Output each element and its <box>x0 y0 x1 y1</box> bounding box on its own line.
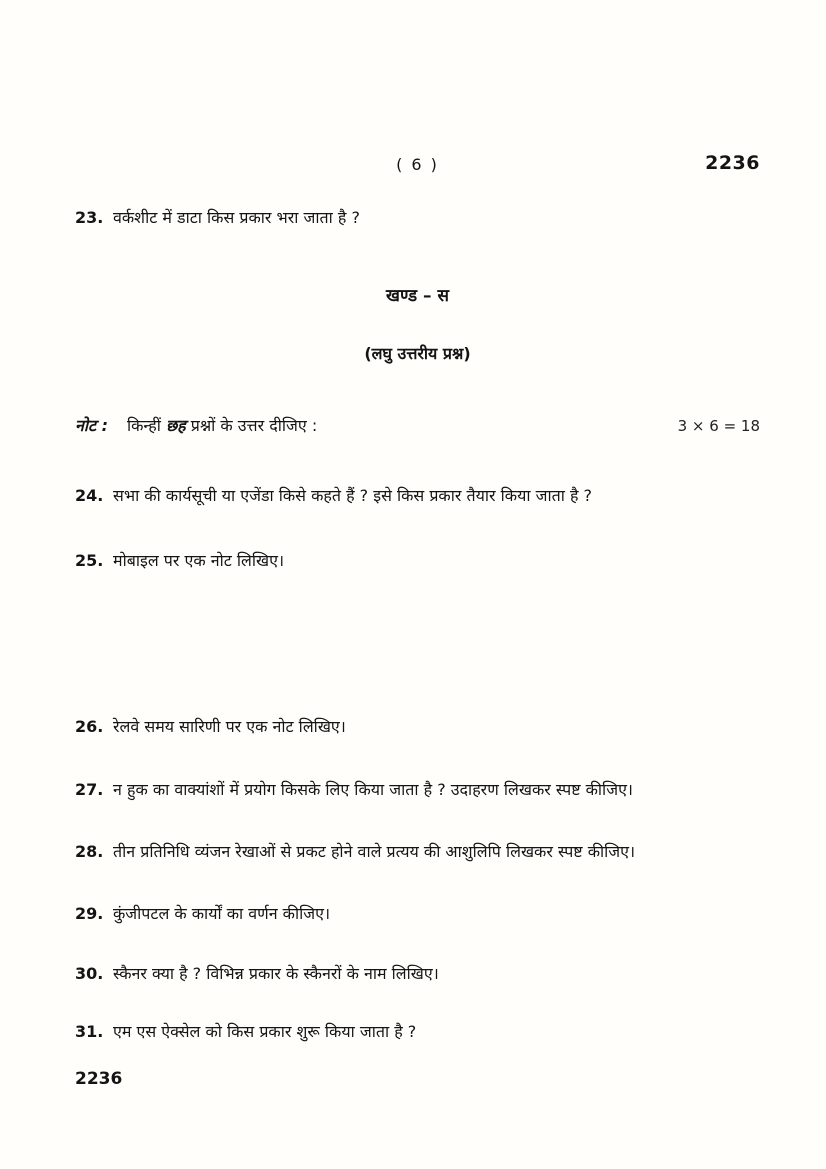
paper-code-footer: 2236 <box>75 1069 123 1090</box>
section-title: खण्ड – स <box>386 285 449 306</box>
question-number: 29. <box>75 903 104 923</box>
question-number: 31. <box>75 1022 104 1042</box>
page-number: ( 6 ) <box>396 155 439 174</box>
section-subtitle: (लघु उत्तरीय प्रश्न) <box>364 343 471 363</box>
question-text: तीन प्रतिनिधि व्यंजन रेखाओं से प्रकट होने वाले प्रत्यय की आशुलिपि लिखकर स्पष्ट कीजिए। <box>113 841 636 861</box>
question-number: 24. <box>75 485 104 505</box>
question-text: रेलवे समय सारिणी पर एक नोट लिखिए। <box>113 717 346 737</box>
question-text: न हुक का वाक्यांशों में प्रयोग किसके लिए किया जाता है ? उदाहरण लिखकर स्पष्ट कीजिए। <box>113 780 633 800</box>
question-text: एम एस ऐक्सेल को किस प्रकार शुरू किया जाता है ? <box>113 1022 417 1042</box>
question-23 <box>75 208 760 229</box>
question-25 <box>75 551 760 572</box>
question-text: मोबाइल पर एक नोट लिखिए। <box>113 550 285 570</box>
question-27 <box>75 780 760 801</box>
paper-code-header: 2236 <box>705 152 760 174</box>
note-row <box>75 414 760 436</box>
question-number: 27. <box>75 780 104 800</box>
question-number: 23. <box>75 208 104 227</box>
question-text: सभा की कार्यसूची या एजेंडा किसे कहते हैं ? इसे किस प्रकार तैयार किया जाता है ? <box>113 485 593 505</box>
question-number: 30. <box>75 963 104 983</box>
question-number: 25. <box>75 550 104 570</box>
note-emphasis: छह <box>165 415 186 435</box>
question-number: 28. <box>75 841 104 861</box>
question-31 <box>75 1022 760 1043</box>
note-marks: 3 × 6 = 18 <box>677 416 760 435</box>
note-label: नोट : <box>75 415 109 435</box>
note-text <box>127 414 678 436</box>
question-text: कुंजीपटल के कार्यों का वर्णन कीजिए। <box>113 903 331 923</box>
question-28 <box>75 842 760 863</box>
question-26 <box>75 717 760 738</box>
page-header <box>75 152 760 174</box>
question-24 <box>75 486 760 507</box>
question-text: स्कैनर क्या है ? विभिन्न प्रकार के स्कैनरों के नाम लिखिए। <box>113 963 439 983</box>
note-text-after: प्रश्नों के उत्तर दीजिए : <box>190 415 318 435</box>
question-29 <box>75 904 760 925</box>
question-number: 26. <box>75 717 104 737</box>
question-text: वर्कशीट में डाटा किस प्रकार भरा जाता है ? <box>113 208 360 227</box>
question-30 <box>75 964 760 985</box>
note-text-before: किन्हीं <box>127 415 161 435</box>
